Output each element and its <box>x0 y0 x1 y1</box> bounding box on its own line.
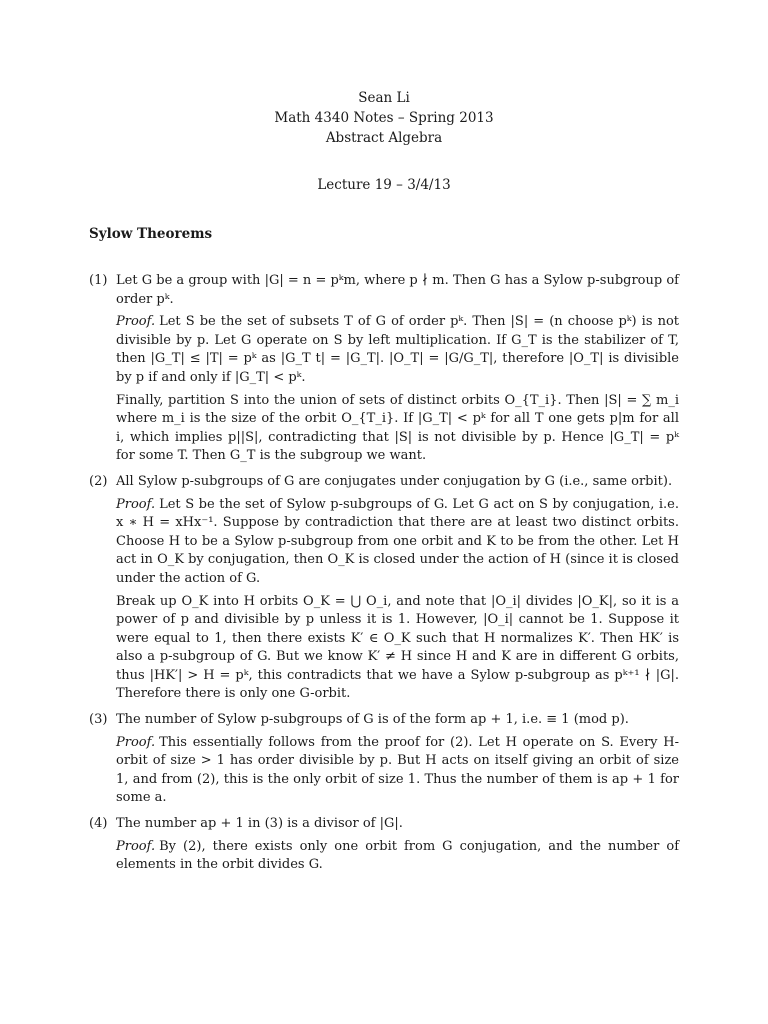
theorem-statement: All Sylow p-subgroups of G are conjugates under conjugation by G (i.e., same orbit). <box>116 473 673 489</box>
theorem-list <box>89 272 679 882</box>
theorem-1 <box>89 272 679 466</box>
theorem-number: (3) <box>89 712 108 728</box>
theorem-statement: Let G be a group with |G| = n = pᵏm, where p ∤ m. Then G has a Sylow p-subgroup of order pᵏ. <box>116 273 679 307</box>
section-heading: Sylow Theorems <box>89 226 213 242</box>
proof-label: Proof. <box>116 314 156 330</box>
proof-text: By (2), there exists only one orbit from G conjugation, and the number of elements in the orbit divides G. <box>116 838 679 873</box>
proof-text: Let S be the set of subsets T of G of order pᵏ. Then |S| = (n choose pᵏ) is not divisible by p. Let G operate on S by left multiplication. If G_T is the stabilizer of T, then |G_T| ≤ |T| = pᵏ as |G_T t| = |G_T|. |O_T| = |G/G_T|, therefore |O_T| is divisible by p if and only if |G_T| < pᵏ. <box>116 314 679 385</box>
document-header <box>0 88 768 148</box>
proof-text: This essentially follows from the proof for (2). Let H operate on S. Every H-orbit of size > 1 has order divisible by p. But H acts on itself giving an orbit of size 1, and from (2), this is the only orbit of size 1. Thus the number of them is ap + 1 for some a. <box>116 734 679 806</box>
proof-label: Proof. <box>116 734 156 750</box>
proof-paragraph <box>116 313 679 387</box>
proof-paragraph <box>116 734 679 808</box>
author-name: Sean Li <box>358 90 410 106</box>
proof-continuation: Finally, partition S into the union of sets of distinct orbits O_{T_i}. Then |S| = ∑ m_i where m_i is the size of the orbit O_{T_i}. If |G_T| < pᵏ for all T one gets p|m for all i, which implies p||S|, contradicting that |S| is not divisible by p. Hence |G_T| = pᵏ for some T. Then G_T is the subgroup we want. <box>116 392 679 464</box>
subject-title: Abstract Algebra <box>325 130 443 146</box>
course-title: Math 4340 Notes – Spring 2013 <box>274 110 494 126</box>
theorem-4 <box>89 815 679 875</box>
theorem-number: (1) <box>89 273 108 288</box>
proof-label: Proof. <box>116 838 156 854</box>
proof-paragraph <box>116 838 679 875</box>
lecture-title: Lecture 19 – 3/4/13 <box>317 177 451 193</box>
proof-paragraph <box>116 496 679 589</box>
theorem-statement: The number ap + 1 in (3) is a divisor of |G|. <box>116 816 403 832</box>
proof-text: Let S be the set of Sylow p-subgroups of G. Let G act on S by conjugation, i.e. x ∗ H = xHx⁻¹. Suppose by contradiction that there are at least two distinct orbits. Choose H to be a Sylow p-subgroup from one orbit and K to be from the other. Let H act in O_K by conjugation, then O_K is closed under the action of H (since it is closed under the action of G. <box>116 496 679 586</box>
theorem-number: (4) <box>89 816 108 832</box>
proof-continuation: Break up O_K into H orbits O_K = ⋃ O_i, and note that |O_i| divides |O_K|, so it is a power of p and divisible by p unless it is 1. However, |O_i| cannot be 1. Suppose it were equal to 1, then there exists K′ ∈ O_K such that H normalizes K′. Then HK′ is also a p-subgroup of G. But we know K′ ≠ H since H and K are in different G orbits, thus |HK′| > H = pᵏ, this contradicts that we have a Sylow p-subgroup as pᵏ⁺¹ ∤ |G|. Therefore there is only one G-orbit. <box>116 593 679 702</box>
theorem-3 <box>89 711 679 808</box>
proof-label: Proof. <box>116 496 156 512</box>
theorem-2 <box>89 473 679 704</box>
theorem-number: (2) <box>89 473 108 489</box>
theorem-statement: The number of Sylow p-subgroups of G is of the form ap + 1, i.e. ≡ 1 (mod p). <box>116 712 629 728</box>
